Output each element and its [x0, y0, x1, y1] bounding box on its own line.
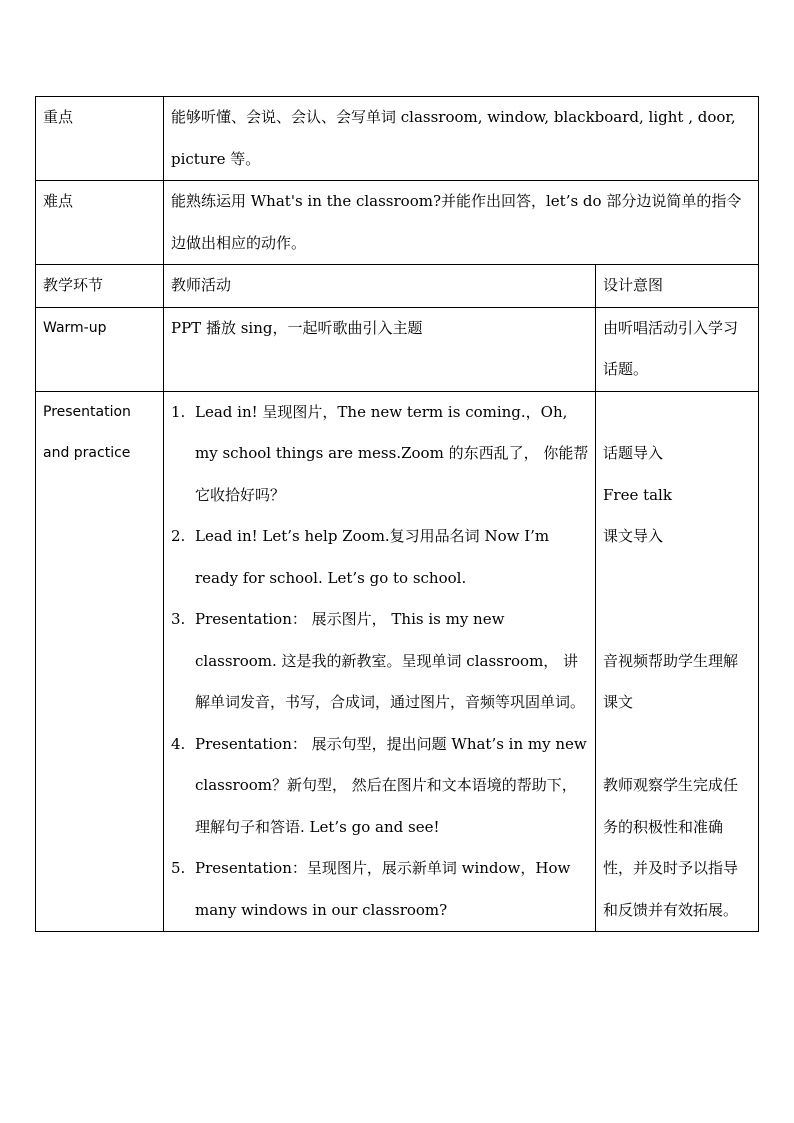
design-note-free-talk: Free talk: [602, 485, 672, 504]
design-note-audio-video: 音视频帮助学生理解课文: [602, 651, 738, 711]
table-header-row: [36, 265, 759, 308]
warmup-stage: Warm-up: [36, 307, 164, 391]
header-teacher-activity: 教师活动: [164, 265, 596, 308]
table-row-presentation: [36, 391, 759, 932]
header-stage: 教学环节: [36, 265, 164, 308]
step-number: 3.: [171, 610, 186, 628]
key-points-text: 能够听懂、会说、会认、会写单词 classroom, window, blackboard, light , door, picture 等。: [164, 97, 759, 181]
warmup-teacher-activity: PPT 播放 sing，一起听歌曲引入主题: [164, 307, 596, 391]
presentation-design-intent: [595, 391, 758, 932]
step-text: Presentation： 展示图片， This is my new classroom. 这是我的新教室。呈现单词 classroom， 讲解单词发音，书写，合成词，通过图片，音频等巩固单词。: [195, 610, 586, 711]
list-item: [171, 599, 589, 724]
step-number: 1.: [171, 402, 186, 421]
table-row-difficulties: [36, 181, 759, 265]
step-text: Lead in! 呈现图片，The new term is coming.，Oh, my school things are mess.Zoom 的东西乱了， 你能帮它收拾好吗？: [195, 402, 589, 504]
table-row-warmup: [36, 307, 759, 391]
list-item: [171, 724, 589, 849]
list-item: [171, 848, 589, 931]
list-item: [171, 392, 589, 517]
table-row-key-points: [36, 97, 759, 181]
header-design-intent: 设计意图: [595, 265, 758, 308]
spacer: [603, 724, 752, 766]
step-number: 4.: [171, 734, 186, 753]
presentation-steps-list: [171, 392, 589, 932]
warmup-design-intent: 由听唱活动引入学习话题。: [595, 307, 758, 391]
step-text: Presentation：呈现图片，展示新单词 window，How many windows in our classroom?: [195, 859, 571, 919]
presentation-stage: Presentation and practice: [36, 391, 164, 932]
step-number: 2.: [171, 527, 186, 545]
spacer: [603, 599, 752, 641]
step-text: Presentation： 展示句型，提出问题 What’s in my new classroom？新句型， 然后在图片和文本语境的帮助下，理解句子和答语. Let’s go and see!: [195, 734, 587, 836]
spacer: [603, 392, 752, 434]
list-item: [171, 516, 589, 599]
key-points-label: 重点: [36, 97, 164, 181]
spacer: [603, 558, 752, 600]
lesson-plan-table: [35, 96, 759, 932]
design-note-topic-intro: 话题导入: [602, 444, 663, 462]
difficulties-text: 能熟练运用 What's in the classroom?并能作出回答，let’s do 部分边说简单的指令边做出相应的动作。: [164, 181, 759, 265]
design-note-observation: 教师观察学生完成任务的积极性和准确性，并及时予以指导和反馈并有效拓展。: [602, 776, 738, 919]
difficulties-label: 难点: [36, 181, 164, 265]
step-text: Lead in! Let’s help Zoom.复习用品名词 Now I’m ready for school. Let’s go to school.: [195, 527, 550, 587]
presentation-teacher-activity: [164, 391, 596, 932]
step-number: 5.: [171, 859, 186, 877]
design-note-text-intro: 课文导入: [602, 527, 663, 545]
